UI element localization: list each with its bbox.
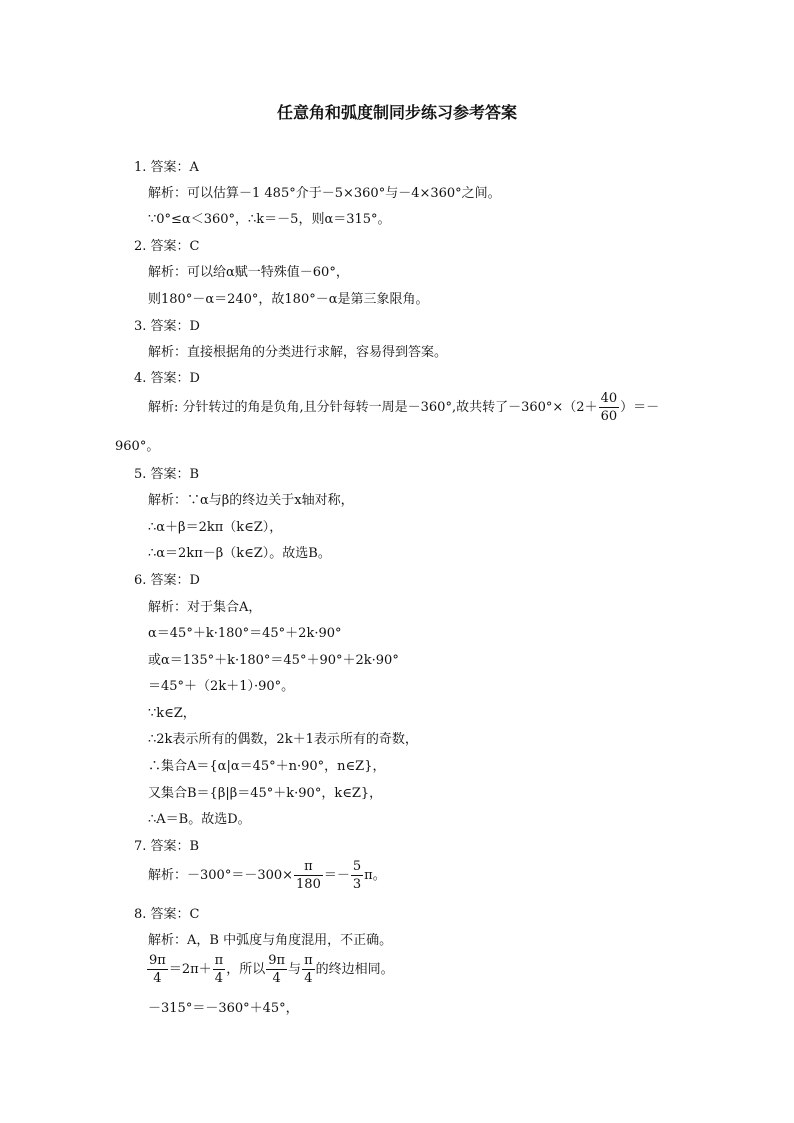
q4-explanation-2: 960°。 bbox=[115, 439, 160, 454]
q2-explanation-1: 解析：可以给α赋一特殊值－60°， bbox=[148, 265, 349, 280]
q6-explanation-3: 或α＝135°＋k·180°＝45°＋90°＋2k·90° bbox=[148, 653, 399, 668]
q8-fraction-2 bbox=[213, 952, 226, 987]
q6-explanation-7: ∴集合A＝{α|α＝45°＋n·90°，n∈Z}， bbox=[148, 759, 386, 774]
q8-explanation-1: 解析：A，B 中弧度与角度混用，不正确。 bbox=[148, 933, 393, 948]
q8-explanation-3: －315°＝－360°＋45°， bbox=[148, 1001, 299, 1016]
q8-fraction-1-denominator: 4 bbox=[153, 971, 162, 986]
q7-text-c: π。 bbox=[364, 868, 386, 883]
q8-fraction-3 bbox=[266, 952, 287, 987]
q5-explanation-3: ∴α＝2kπ－β（k∈Z）。故选B。 bbox=[148, 546, 331, 561]
q8-fraction-4 bbox=[302, 952, 315, 987]
q8-text-b: ，所以 bbox=[226, 962, 266, 977]
q7-text-a: 解析：－300°＝－300× bbox=[148, 868, 294, 883]
q5-answer: 5. 答案：B bbox=[134, 467, 200, 482]
q8-text-d: 的终边相同。 bbox=[315, 962, 394, 977]
q7-fraction-2-denominator: 3 bbox=[352, 877, 362, 892]
q7-text-b: ＝－ bbox=[323, 868, 350, 883]
q3-explanation-1: 解析：直接根据角的分类进行求解，容易得到答案。 bbox=[148, 345, 448, 360]
q8-answer: 8. 答案：C bbox=[134, 907, 200, 922]
q5-explanation-2: ∴α＋β＝2kπ（k∈Z）， bbox=[148, 520, 283, 535]
q8-fraction-2-denominator: 4 bbox=[214, 971, 224, 986]
q2-answer: 2. 答案：C bbox=[134, 239, 200, 254]
q4-text-b: ）＝－ bbox=[620, 400, 660, 415]
q8-fraction-2-numerator: π bbox=[214, 953, 224, 968]
q6-explanation-1: 解析：对于集合A， bbox=[148, 600, 262, 615]
q8-explanation-2 bbox=[146, 952, 394, 988]
q4-fraction bbox=[599, 390, 620, 425]
q8-fraction-3-numerator: 9π bbox=[268, 953, 286, 968]
q7-fraction-2 bbox=[351, 858, 363, 893]
q7-fraction-1-denominator: 180 bbox=[296, 877, 321, 892]
q4-text-a: 解析: 分针转过的角是负角,且分针每转一周是－360°,故共转了－360°×（2＋ bbox=[148, 400, 598, 415]
q8-fraction-1 bbox=[147, 952, 168, 987]
q8-fraction-4-numerator: π bbox=[304, 953, 313, 968]
q6-answer: 6. 答案：D bbox=[134, 573, 200, 588]
q6-explanation-6: ∴2k表示所有的偶数，2k＋1表示所有的奇数， bbox=[148, 732, 418, 747]
q8-fraction-4-denominator: 4 bbox=[304, 971, 313, 986]
q5-explanation-1: 解析：∵α与β的终边关于x轴对称， bbox=[148, 493, 354, 508]
q7-fraction-2-numerator: 5 bbox=[352, 859, 362, 874]
q1-answer: 1. 答案：A bbox=[134, 160, 199, 175]
q7-fraction-1 bbox=[294, 858, 323, 893]
q8-text-a: ＝2π＋ bbox=[168, 962, 212, 977]
q1-explanation-2: ∵0°≤α＜360°，∴k＝－5，则α＝315°。 bbox=[148, 212, 391, 227]
q8-text-c: 与 bbox=[288, 962, 302, 977]
q7-answer: 7. 答案：B bbox=[134, 839, 200, 854]
q4-answer: 4. 答案：D bbox=[134, 371, 200, 386]
q6-explanation-8: 又集合B＝{β|β＝45°＋k·90°，k∈Z}， bbox=[148, 786, 383, 801]
q4-fraction-denominator: 60 bbox=[600, 409, 618, 424]
q6-explanation-5: ∵k∈Z， bbox=[148, 706, 196, 721]
q6-explanation-9: ∴A＝B。故选D。 bbox=[148, 812, 251, 827]
q4-fraction-numerator: 40 bbox=[600, 391, 618, 406]
q6-explanation-4: ＝45°＋（2k＋1）·90°。 bbox=[148, 679, 295, 694]
q3-answer: 3. 答案：D bbox=[134, 319, 200, 334]
q7-fraction-1-numerator: π bbox=[294, 858, 323, 876]
page-title: 任意角和弧度制同步练习参考答案 bbox=[276, 103, 517, 122]
q6-explanation-2: α＝45°＋k·180°＝45°＋2k·90° bbox=[148, 626, 342, 641]
q4-explanation-1 bbox=[148, 390, 659, 425]
q7-explanation-1 bbox=[148, 858, 386, 894]
q8-fraction-3-denominator: 4 bbox=[272, 971, 281, 986]
q8-fraction-1-numerator: 9π bbox=[149, 953, 166, 968]
q1-explanation-1: 解析：可以估算－1 485°介于－5×360°与－4×360°之间。 bbox=[148, 186, 501, 201]
q2-explanation-2: 则180°－α＝240°，故180°－α是第三象限角。 bbox=[148, 292, 429, 307]
